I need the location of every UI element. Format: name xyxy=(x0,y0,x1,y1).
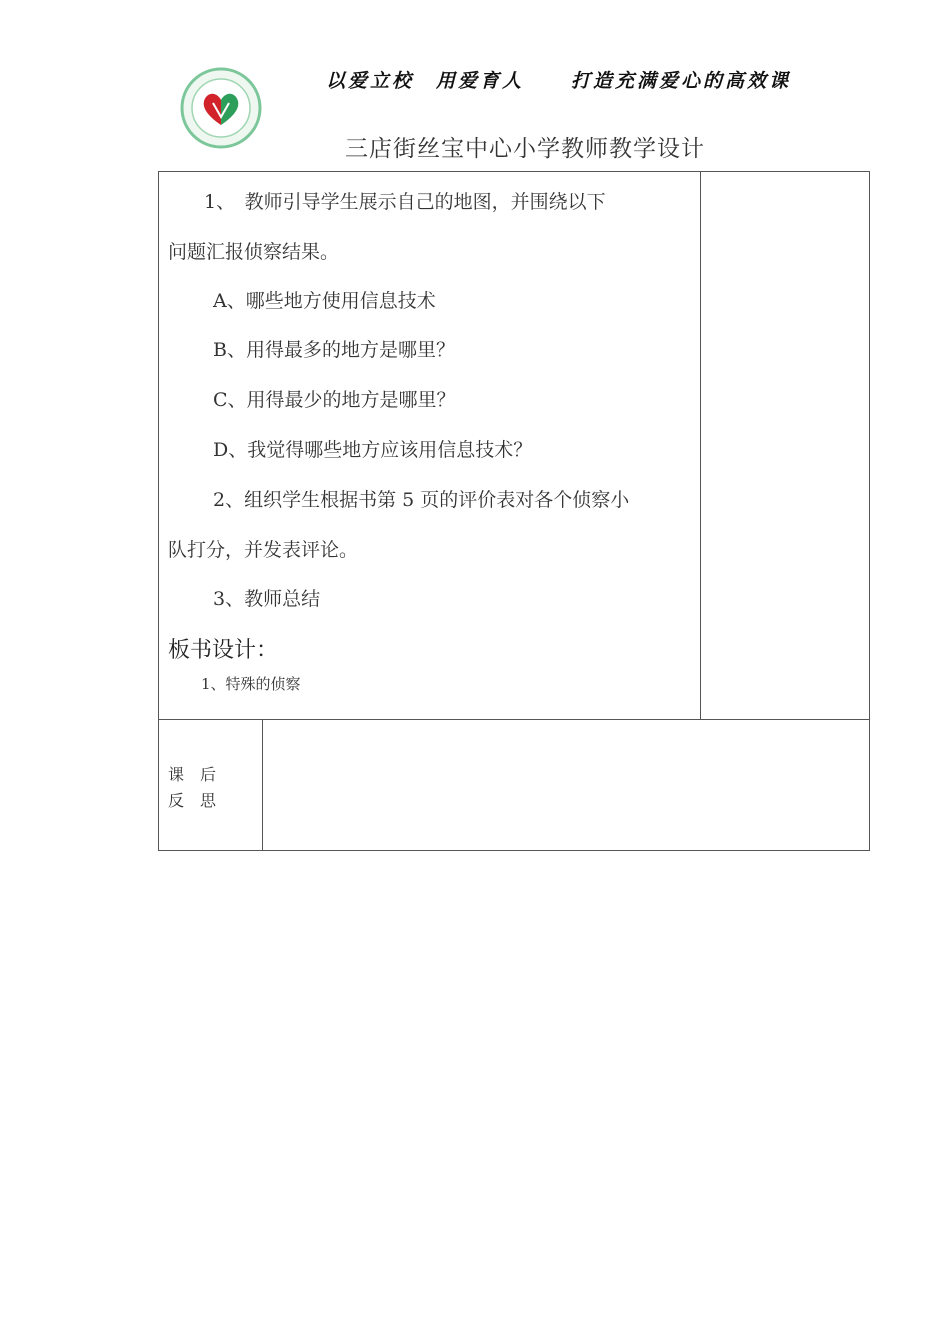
content-line: 3、教师总结 xyxy=(213,588,321,610)
content-line: B、用得最多的地方是哪里？ xyxy=(213,339,455,361)
content-line: D、我觉得哪些地方应该用信息技术？ xyxy=(213,439,533,461)
school-logo xyxy=(180,67,262,149)
board-item: 1、特殊的侦察 xyxy=(201,675,301,693)
content-line: C、用得最少的地方是哪里？ xyxy=(213,389,456,411)
motto-left: 以爱立校 用爱育人 xyxy=(326,70,525,92)
content-line: 问题汇报侦察结果。 xyxy=(168,241,340,263)
board-design-heading: 板书设计： xyxy=(168,638,279,663)
school-motto xyxy=(326,66,806,94)
reflection-label-line1: 课 后 xyxy=(168,765,217,784)
table-row-divider xyxy=(158,719,870,720)
content-line: A、哪些地方使用信息技术 xyxy=(213,290,436,312)
motto-right: 打造充满爱心的高效课 xyxy=(571,70,792,92)
page-title: 三店街丝宝中心小学教师教学设计 xyxy=(345,136,705,162)
table-column-divider xyxy=(700,171,701,719)
reflection-label xyxy=(168,762,216,814)
reflection-label-line2: 反 思 xyxy=(168,791,217,810)
content-line: 2、组织学生根据书第 5 页的评价表对各个侦察小 xyxy=(213,489,630,511)
content-line: 队打分，并发表评论。 xyxy=(168,539,359,561)
content-line: 1、 教师引导学生展示自己的地图，并围绕以下 xyxy=(204,191,606,213)
reflection-column-divider xyxy=(262,719,263,851)
